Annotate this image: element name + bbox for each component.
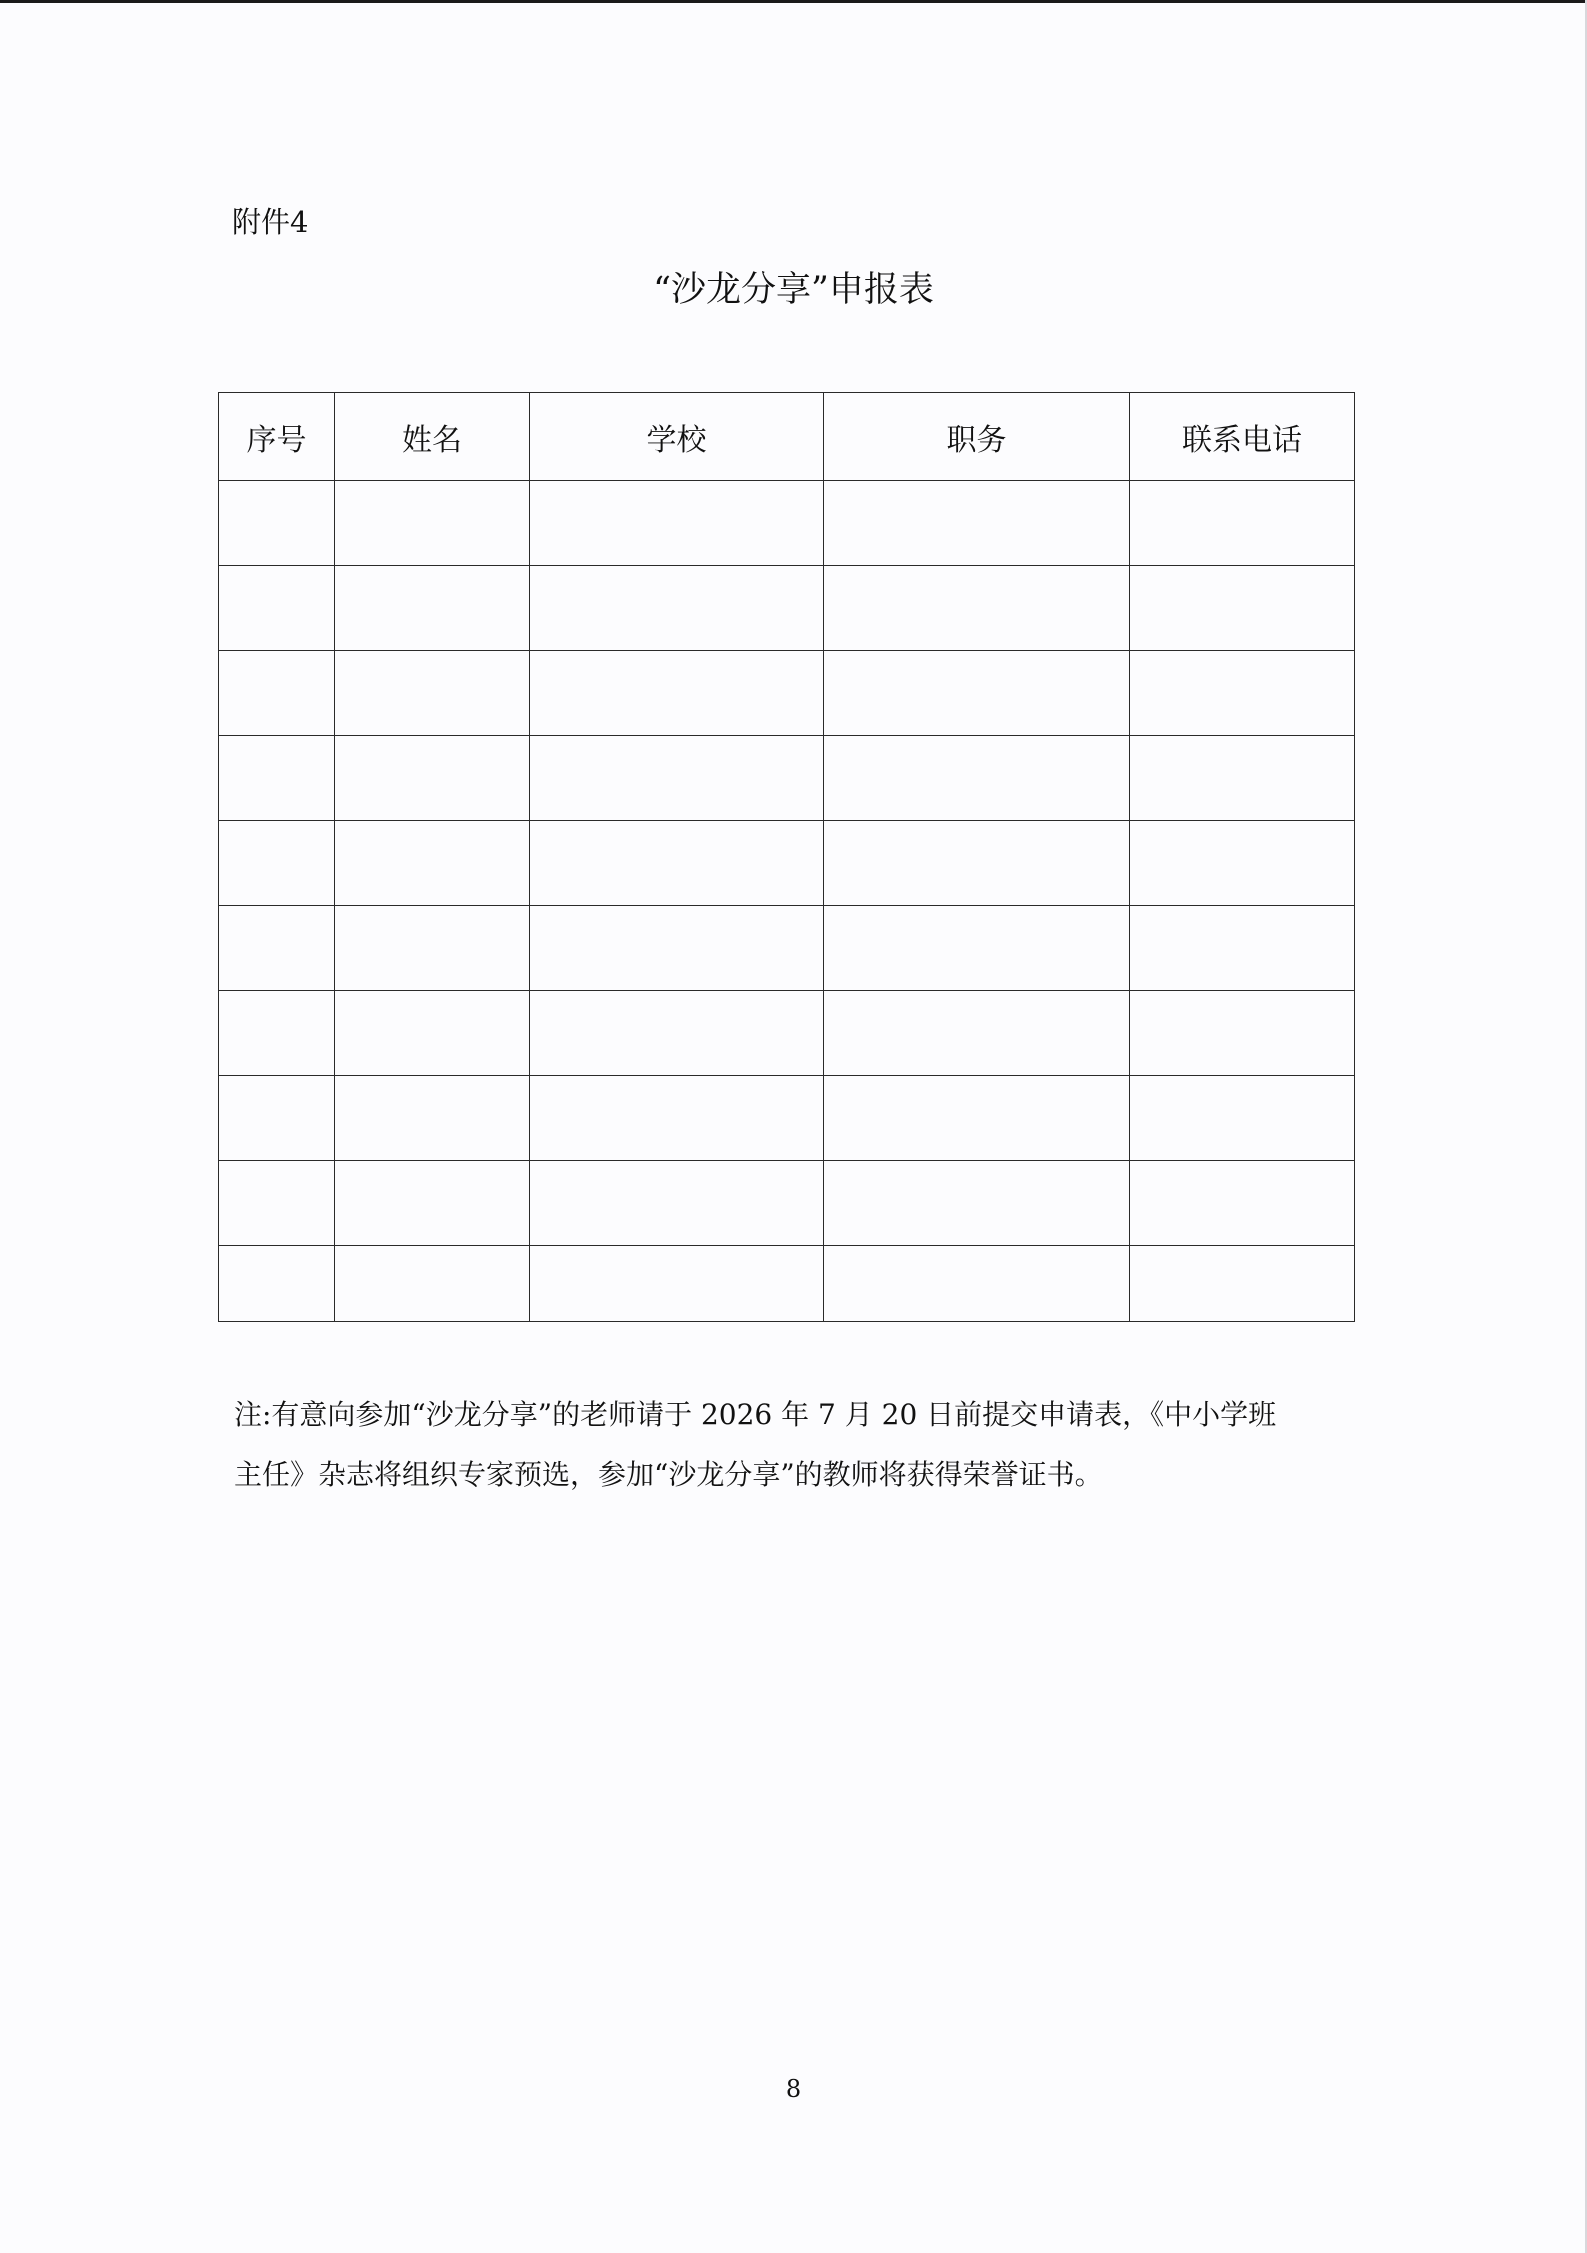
table-cell-school bbox=[530, 1076, 824, 1161]
table-row bbox=[219, 1161, 1355, 1246]
table-row bbox=[219, 651, 1355, 736]
application-form-table bbox=[218, 392, 1355, 1322]
table-cell-seq bbox=[219, 566, 335, 651]
column-header-seq: 序号 bbox=[219, 393, 335, 481]
table-cell-position bbox=[824, 651, 1130, 736]
table-cell-position bbox=[824, 991, 1130, 1076]
table-cell-name bbox=[335, 566, 530, 651]
column-header-position: 职务 bbox=[824, 393, 1130, 481]
table-cell-seq bbox=[219, 1246, 335, 1322]
table-cell-position bbox=[824, 566, 1130, 651]
table-cell-name bbox=[335, 1076, 530, 1161]
table-row bbox=[219, 736, 1355, 821]
table-cell-name bbox=[335, 906, 530, 991]
table-cell-name bbox=[335, 481, 530, 566]
table-cell-phone bbox=[1130, 481, 1355, 566]
table-cell-school bbox=[530, 991, 824, 1076]
table-cell-name bbox=[335, 991, 530, 1076]
table-cell-school bbox=[530, 481, 824, 566]
table-cell-school bbox=[530, 906, 824, 991]
table-cell-name bbox=[335, 1161, 530, 1246]
table-cell-phone bbox=[1130, 736, 1355, 821]
table-cell-seq bbox=[219, 1161, 335, 1246]
table-cell-seq bbox=[219, 1076, 335, 1161]
note-line-2: 主任》杂志将组织专家预选，参加“沙龙分享”的教师将获得荣誉证书。 bbox=[234, 1458, 1103, 1491]
table-cell-position bbox=[824, 481, 1130, 566]
table-cell-name bbox=[335, 736, 530, 821]
table-cell-position bbox=[824, 1076, 1130, 1161]
table-cell-school bbox=[530, 821, 824, 906]
table-cell-phone bbox=[1130, 566, 1355, 651]
table-cell-seq bbox=[219, 991, 335, 1076]
table-cell-name bbox=[335, 821, 530, 906]
table-cell-seq bbox=[219, 906, 335, 991]
table-row bbox=[219, 1076, 1355, 1161]
table-cell-name bbox=[335, 651, 530, 736]
table-row bbox=[219, 991, 1355, 1076]
table-cell-phone bbox=[1130, 1161, 1355, 1246]
table-cell-position bbox=[824, 1246, 1130, 1322]
note-line-1: 注:有意向参加“沙龙分享”的老师请于 2026 年 7 月 20 日前提交申请表，《中小学班 bbox=[234, 1398, 1277, 1431]
table-cell-phone bbox=[1130, 821, 1355, 906]
table-cell-school bbox=[530, 566, 824, 651]
table-cell-phone bbox=[1130, 1076, 1355, 1161]
table-cell-phone bbox=[1130, 906, 1355, 991]
note bbox=[234, 1385, 1354, 1505]
table-cell-seq bbox=[219, 651, 335, 736]
form-title: “沙龙分享”申报表 bbox=[653, 270, 934, 310]
table-cell-school bbox=[530, 1161, 824, 1246]
table-cell-seq bbox=[219, 736, 335, 821]
page-number: 8 bbox=[785, 2075, 802, 2103]
table-row bbox=[219, 821, 1355, 906]
table-cell-school bbox=[530, 1246, 824, 1322]
table-row bbox=[219, 481, 1355, 566]
table-cell-position bbox=[824, 821, 1130, 906]
table-row bbox=[219, 906, 1355, 991]
table-header-row bbox=[219, 393, 1355, 481]
table-cell-school bbox=[530, 736, 824, 821]
attachment-label: 附件4 bbox=[232, 205, 309, 239]
table-cell-seq bbox=[219, 481, 335, 566]
table-cell-seq bbox=[219, 821, 335, 906]
table-cell-position bbox=[824, 736, 1130, 821]
table-cell-school bbox=[530, 651, 824, 736]
column-header-phone: 联系电话 bbox=[1130, 393, 1355, 481]
table-body bbox=[219, 481, 1355, 1322]
table-cell-phone bbox=[1130, 651, 1355, 736]
table-cell-phone bbox=[1130, 1246, 1355, 1322]
table-cell-position bbox=[824, 1161, 1130, 1246]
table-cell-phone bbox=[1130, 991, 1355, 1076]
table-cell-position bbox=[824, 906, 1130, 991]
table-row bbox=[219, 566, 1355, 651]
table-row bbox=[219, 1246, 1355, 1322]
table-cell-name bbox=[335, 1246, 530, 1322]
column-header-name: 姓名 bbox=[335, 393, 530, 481]
scan-top-edge bbox=[0, 0, 1587, 3]
column-header-school: 学校 bbox=[530, 393, 824, 481]
